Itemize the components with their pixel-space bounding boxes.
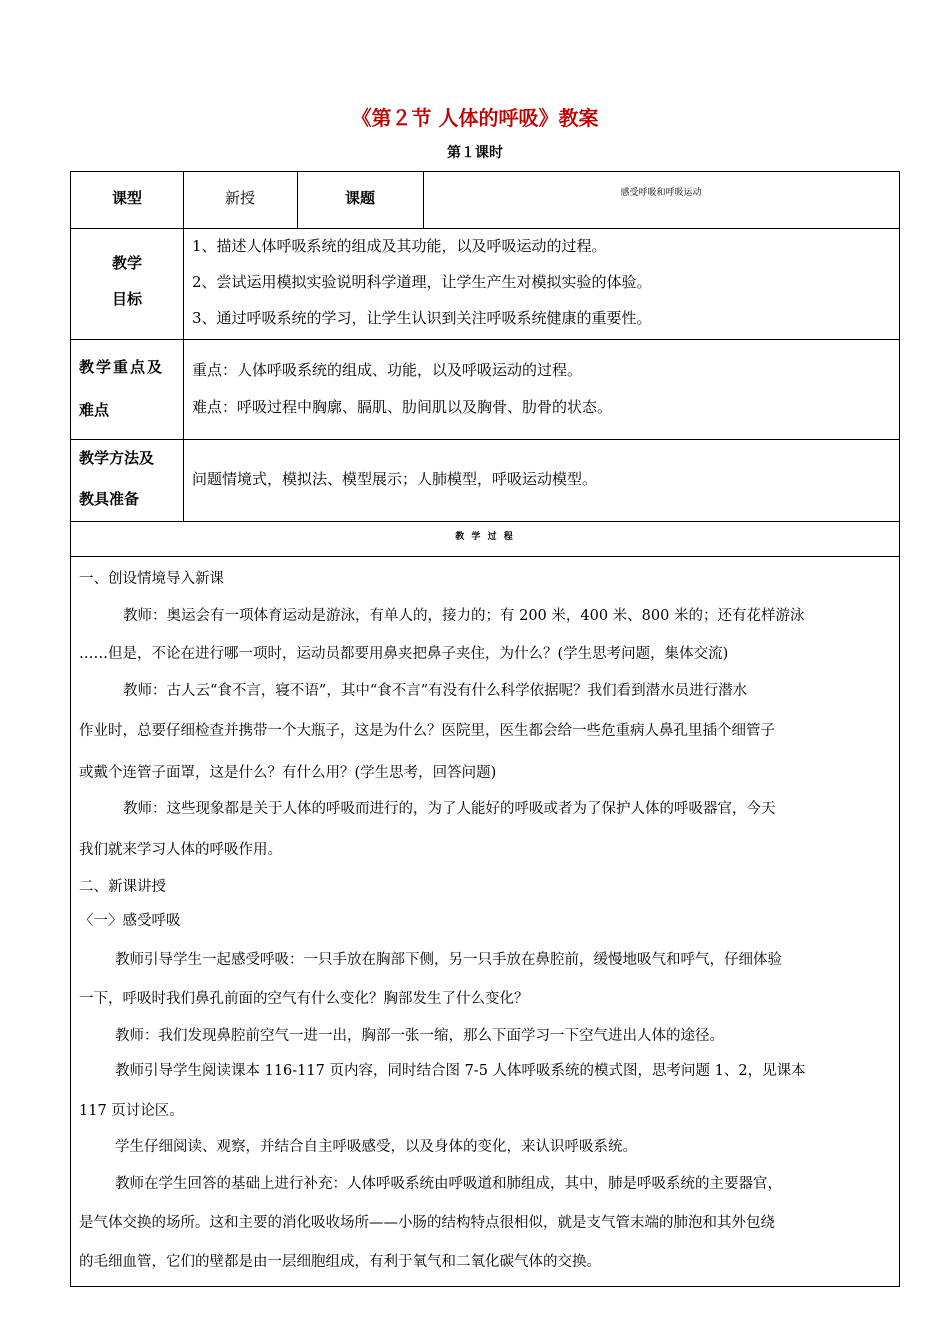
methods-text: 问题情境式，模拟法、模型展示；人肺模型，呼吸运动模型。 bbox=[192, 470, 598, 488]
paragraph-line: 教师引导学生一起感受呼吸：一只手放在胸部下侧，另一只手放在鼻腔前，缓慢地吸气和呼气，仔细体验 bbox=[115, 952, 782, 968]
paragraph-line: 117 页讨论区。 bbox=[79, 1103, 184, 1119]
key-points-label-line1: 教学重点及 bbox=[79, 358, 165, 376]
topic-value: 感受呼吸和呼吸运动 bbox=[620, 188, 702, 198]
paragraph-line: 是气体交换的场所。这和主要的消化吸收场所——小肠的结构特点很相似，就是支气管末端的肺泡和其外包绕 bbox=[79, 1215, 775, 1231]
process-heading: 教 学 过 程 bbox=[455, 532, 515, 542]
paragraph-line: 教师：奥运会有一项体育运动是游泳，有单人的，接力的；有 200 米，400 米、800 米的；还有花样游泳 bbox=[123, 608, 805, 624]
paragraph-line: 的毛细血管，它们的壁都是由一层细胞组成，有利于氧气和二氧化碳气体的交换。 bbox=[79, 1254, 601, 1270]
subsection-heading: 〈一〉感受呼吸 bbox=[79, 913, 181, 929]
topic-label: 课题 bbox=[344, 189, 375, 207]
section-heading: 一、创设情境导入新课 bbox=[79, 571, 224, 587]
lesson-period: 第１课时 bbox=[447, 145, 503, 161]
paragraph-line: 教师：这些现象都是关于人体的呼吸而进行的，为了人能好的呼吸或者为了保护人体的呼吸器官，今天 bbox=[123, 801, 776, 817]
paragraph-line: ……但是，不论在进行哪一项时，运动员都要用鼻夹把鼻子夹住，为什么？(学生思考问题，集体交流) bbox=[79, 646, 729, 662]
paragraph-line: 我们就来学习人体的呼吸作用。 bbox=[79, 842, 282, 858]
goal-item: 2、尝试运用模拟实验说明科学道理，让学生产生对模拟实验的体验。 bbox=[192, 273, 652, 291]
course-type-label: 课型 bbox=[111, 189, 142, 207]
key-point-item: 重点：人体呼吸系统的组成、功能，以及呼吸运动的过程。 bbox=[192, 361, 583, 379]
column-divider bbox=[183, 172, 184, 521]
paragraph-line: 作业时，总要仔细检查并携带一个大瓶子，这是为什么？医院里，医生都会给一些危重病人鼻孔里插个细管子 bbox=[79, 723, 775, 739]
row-divider bbox=[71, 228, 899, 229]
course-type-value: 新授 bbox=[224, 189, 255, 207]
document-title: 《第２节 人体的呼吸》教案 bbox=[351, 106, 599, 130]
paragraph-line: 学生仔细阅读、观察，并结合自主呼吸感受，以及身体的变化，来认识呼吸系统。 bbox=[115, 1139, 637, 1155]
paragraph-line: 教师引导学生阅读课本 116-117 页内容，同时结合图 7-5 人体呼吸系统的模式图，思考问题 1、2，见课本 bbox=[115, 1063, 806, 1079]
key-points-label-line2: 难点 bbox=[79, 401, 110, 419]
paragraph-line: 教师：古人云“食不言，寝不语”，其中“食不言”有没有什么科学依据呢？我们看到潜水员进行潜水 bbox=[123, 683, 748, 699]
column-divider bbox=[423, 172, 424, 228]
key-point-item: 难点：呼吸过程中胸廓、膈肌、肋间肌以及胸骨、肋骨的状态。 bbox=[192, 398, 613, 416]
methods-label-line2: 教具准备 bbox=[79, 490, 140, 508]
goal-item: 3、通过呼吸系统的学习，让学生认识到关注呼吸系统健康的重要性。 bbox=[192, 309, 652, 327]
row-divider bbox=[71, 556, 899, 557]
paragraph-line: 或戴个连管子面罩，这是什么？有什么用？(学生思考，回答问题) bbox=[79, 765, 497, 781]
section-heading: 二、新课讲授 bbox=[79, 879, 166, 895]
row-divider bbox=[71, 521, 899, 522]
paragraph-line: 一下，呼吸时我们鼻孔前面的空气有什么变化？胸部发生了什么变化？ bbox=[79, 991, 529, 1007]
row-divider bbox=[71, 339, 899, 340]
goal-item: 1、描述人体呼吸系统的组成及其功能，以及呼吸运动的过程。 bbox=[192, 237, 607, 255]
row-divider bbox=[71, 439, 899, 440]
paragraph-line: 教师在学生回答的基础上进行补充：人体呼吸系统由呼吸道和肺组成，其中，肺是呼吸系统的主要器官， bbox=[115, 1176, 782, 1192]
goals-label-line2: 目标 bbox=[111, 290, 142, 308]
goals-label-line1: 教学 bbox=[111, 254, 142, 272]
methods-label-line1: 教学方法及 bbox=[79, 449, 155, 467]
lesson-plan-table bbox=[70, 171, 900, 1287]
paragraph-line: 教师：我们发现鼻腔前空气一进一出，胸部一张一缩，那么下面学习一下空气进出人体的途径。 bbox=[115, 1028, 724, 1044]
